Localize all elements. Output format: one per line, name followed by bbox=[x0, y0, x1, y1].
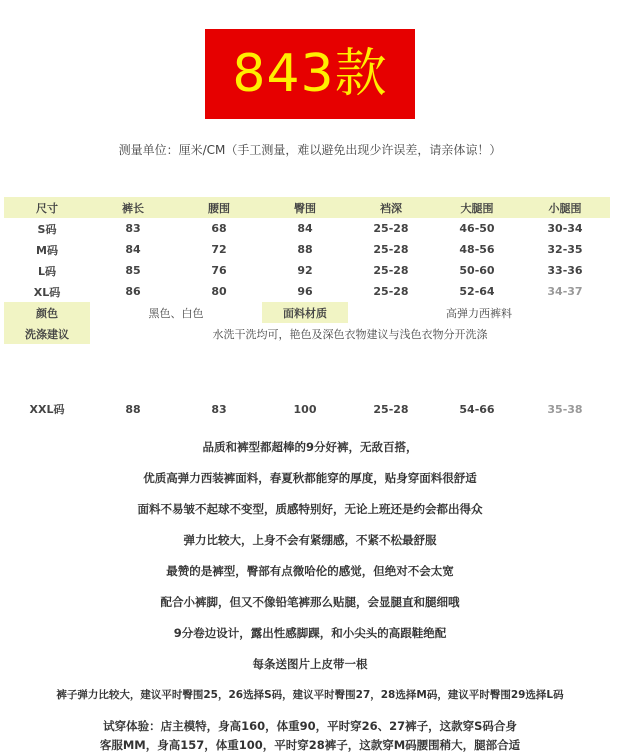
table-cell: 34-37 bbox=[547, 285, 583, 298]
table-cell: 25-28 bbox=[373, 222, 409, 235]
description-line: 最赞的是裤型，臀部有点微哈伦的感觉，但绝对不会太宽 bbox=[166, 564, 454, 578]
wash-value: 水洗干洗均可，艳色及深色衣物建议与浅色衣物分开洗涤 bbox=[212, 327, 488, 341]
description-line: 面料不易皱不起球不变型，质感特别好，无论上班还是约会都出得众 bbox=[137, 502, 483, 516]
color-value: 黑色、白色 bbox=[148, 306, 204, 320]
fabric-value: 高弹力西裤料 bbox=[446, 306, 512, 320]
table-row bbox=[4, 398, 610, 420]
table-cell: 48-56 bbox=[459, 243, 495, 256]
table-cell: 68 bbox=[211, 222, 227, 235]
table-cell: 88 bbox=[125, 402, 141, 416]
header-calf: 小腿围 bbox=[520, 197, 610, 218]
table-cell: 92 bbox=[297, 264, 313, 277]
table-cell: 83 bbox=[125, 222, 141, 235]
table-row bbox=[4, 239, 610, 260]
product-code-banner: 843款 bbox=[205, 29, 415, 119]
xxl-size-row-table bbox=[4, 398, 610, 420]
description-line: 配合小裤脚，但又不像铅笔裤那么贴腿，会显腿直和腿细哦 bbox=[160, 595, 460, 609]
table-cell: 86 bbox=[125, 285, 141, 298]
table-cell: 46-50 bbox=[459, 222, 495, 235]
table-cell: M码 bbox=[36, 243, 58, 257]
header-size: 尺寸 bbox=[4, 197, 90, 218]
table-cell: 84 bbox=[297, 222, 313, 235]
header-waist: 腰围 bbox=[176, 197, 262, 218]
table-cell: 76 bbox=[211, 264, 227, 277]
table-cell: 25-28 bbox=[373, 264, 409, 277]
header-rise: 裆深 bbox=[348, 197, 434, 218]
header-length: 裤长 bbox=[90, 197, 176, 218]
table-cell: 72 bbox=[211, 243, 227, 256]
table-cell: 52-64 bbox=[459, 285, 495, 298]
table-row bbox=[4, 281, 610, 302]
product-description bbox=[0, 438, 620, 755]
description-line: 弹力比较大，上身不会有紧绷感，不紧不松最舒服 bbox=[183, 533, 437, 547]
table-cell: 100 bbox=[293, 402, 317, 416]
description-line: 品质和裤型都超棒的9分好裤，无敌百搭， bbox=[202, 440, 418, 454]
header-hip: 臀围 bbox=[262, 197, 348, 218]
table-cell: 25-28 bbox=[373, 243, 409, 256]
table-cell: 33-36 bbox=[547, 264, 583, 277]
table-cell: 84 bbox=[125, 243, 141, 256]
table-cell: 80 bbox=[211, 285, 227, 298]
description-line: 9分卷边设计，露出性感脚踝，和小尖头的高跟鞋绝配 bbox=[173, 626, 447, 640]
color-row bbox=[4, 302, 610, 323]
size-table bbox=[4, 197, 610, 344]
table-row bbox=[4, 260, 610, 281]
description-line: 每条送图片上皮带一根 bbox=[252, 657, 368, 671]
table-cell: 25-28 bbox=[373, 402, 409, 416]
size-table-header bbox=[4, 197, 610, 218]
wash-row bbox=[4, 323, 610, 344]
description-line: 优质高弹力西装裤面料，春夏秋都能穿的厚度，贴身穿面料很舒适 bbox=[143, 471, 477, 485]
table-cell: 88 bbox=[297, 243, 313, 256]
table-cell: 83 bbox=[211, 402, 227, 416]
measurement-unit-note: 测量单位：厘米/CM（手工测量，难以避免出现少许误差，请亲体谅！） bbox=[118, 143, 502, 157]
table-cell: 54-66 bbox=[459, 402, 495, 416]
table-cell: 85 bbox=[125, 264, 141, 277]
table-cell: 25-28 bbox=[373, 285, 409, 298]
description-line: 裤子弹力比较大，建议平时臀围25，26选择S码，建议平时臀围27，28选择M码，建议平时臀围29选择L码 bbox=[56, 689, 564, 701]
table-cell: XL码 bbox=[33, 285, 61, 299]
table-cell: 32-35 bbox=[547, 243, 583, 256]
table-row bbox=[4, 218, 610, 239]
table-cell: 50-60 bbox=[459, 264, 495, 277]
table-cell: L码 bbox=[37, 264, 56, 278]
description-line: 试穿体验：店主模特，身高160，体重90，平时穿26、27裤子，这款穿S码合身 bbox=[103, 719, 517, 733]
description-line: 客服MM，身高157，体重100，平时穿28裤子，这款穿M码腰围稍大，腿部合适 bbox=[99, 738, 521, 752]
table-cell: S码 bbox=[37, 222, 57, 236]
table-cell: 96 bbox=[297, 285, 313, 298]
table-cell: XXL码 bbox=[29, 403, 65, 416]
wash-label: 洗涤建议 bbox=[4, 323, 90, 344]
header-thigh: 大腿围 bbox=[434, 197, 520, 218]
table-cell: 35-38 bbox=[547, 402, 583, 416]
table-cell: 30-34 bbox=[547, 222, 583, 235]
color-label: 颜色 bbox=[4, 302, 90, 323]
fabric-label: 面料材质 bbox=[262, 302, 348, 323]
